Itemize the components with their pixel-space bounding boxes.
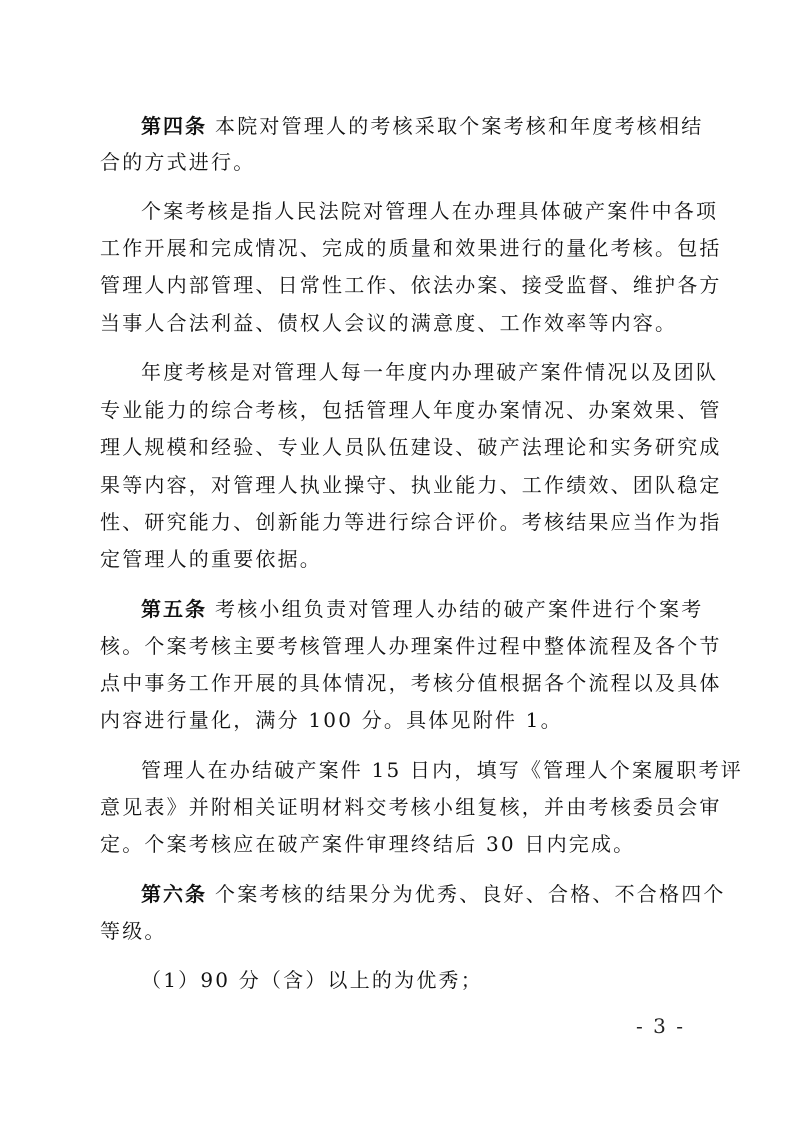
paragraph-line: 当事人合法利益、债权人会议的满意度、工作效率等内容。: [100, 311, 678, 335]
paragraph-line: 定管理人的重要依据。: [100, 547, 322, 571]
paragraph-line: 定。个案考核应在破产案件审理终结后 30 日内完成。: [100, 832, 636, 856]
paragraph-line: 果等内容，对管理人执业操守、执业能力、工作绩效、团队稳定: [100, 473, 722, 497]
paragraph-line: 管理人在办结破产案件 15 日内，填写《管理人个案履职考评: [141, 758, 743, 782]
paragraph-line: 工作开展和完成情况、完成的质量和效果进行的量化考核。包括: [100, 236, 722, 260]
paragraph-line: 点中事务工作开展的具体情况，考核分值根据各个流程以及具体: [100, 671, 722, 695]
article-heading: 第四条: [141, 114, 207, 138]
article-heading: 第六条: [141, 882, 207, 906]
paragraph-line: [141, 595, 704, 623]
paragraph-line: 理人规模和经验、专业人员队伍建设、破产法理论和实务研究成: [100, 435, 722, 459]
article-heading: 第五条: [141, 597, 207, 621]
paragraph-line: （1）90 分（含）以上的为优秀；: [141, 968, 483, 992]
paragraph-text: 考核小组负责对管理人办结的破产案件进行个案考: [215, 597, 704, 621]
paragraph-line: 等级。: [100, 919, 167, 943]
paragraph-line: 专业能力的综合考核，包括管理人年度办案情况、办案效果、管: [100, 398, 722, 422]
paragraph-line: 意见表》并附相关证明材料交考核小组复核，并由考核委员会审: [100, 795, 722, 819]
paragraph-text: 个案考核的结果分为优秀、良好、合格、不合格四个: [215, 882, 726, 906]
paragraph-line: 年度考核是对管理人每一年度内办理破产案件情况以及团队: [141, 360, 719, 384]
paragraph-line: 核。个案考核主要考核管理人办理案件过程中整体流程及各个节: [100, 634, 722, 658]
paragraph-line: 个案考核是指人民法院对管理人在办理具体破产案件中各项: [141, 199, 719, 223]
paragraph-line: [141, 112, 704, 140]
paragraph-line: 性、研究能力、创新能力等进行综合评价。考核结果应当作为指: [100, 510, 722, 534]
paragraph-line: 内容进行量化，满分 100 分。具体见附件 1。: [100, 708, 563, 732]
paragraph-line: 管理人内部管理、日常性工作、依法办案、接受监督、维护各方: [100, 273, 722, 297]
paragraph-line: [141, 880, 726, 908]
page-number: - 3 -: [636, 1014, 685, 1038]
paragraph-line: 合的方式进行。: [100, 150, 256, 174]
paragraph-text: 本院对管理人的考核采取个案考核和年度考核相结: [215, 114, 704, 138]
